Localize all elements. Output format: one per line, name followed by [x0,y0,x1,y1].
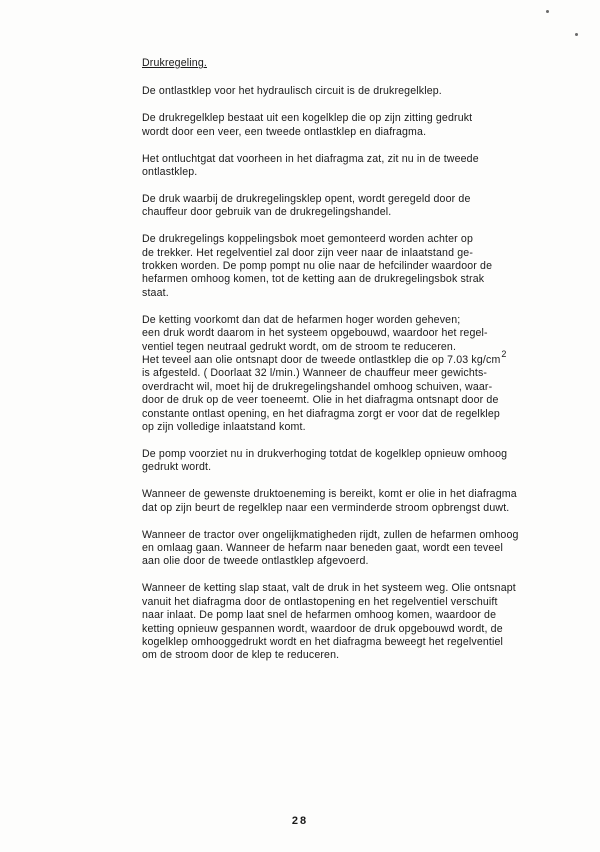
text-line [142,349,572,367]
text-line: hefarmen omhoog komen, tot de ketting aan de drukregelingsbok strak [142,273,485,286]
section-heading: Drukregeling. [142,57,207,69]
text-line: trokken worden. De pomp pompt nu olie naar de hefcilinder waardoor de [142,260,493,273]
paragraph [142,193,572,220]
text-line: door de druk op de veer toeneemt. Olie in het diafragma ontsnapt door de [142,394,499,407]
superscript: 2 [501,349,507,359]
scan-speck [575,33,578,36]
text-line: De ketting voorkomt dan dat de hefarmen hoger worden geheven; [142,313,461,326]
text-line: naar inlaat. De pomp laat snel de hefarmen omhoog komen, waardoor de [142,609,497,622]
text-line: vanuit het diafragma door de ontlastopening en het regelventiel verschuift [142,595,498,608]
text-line: dat op zijn beurt de regelklep naar een verminderde stroom opbrengst duwt. [142,501,510,514]
text-line: De druk waarbij de drukregelingsklep opent, wordt geregeld door de [142,192,471,205]
text-line: staat. [142,286,169,299]
text-line: aan olie door de tweede ontlastklep afgevoerd. [142,555,369,568]
text-line: de trekker. Het regelventiel zal door zijn veer naar de inlaatstand ge- [142,246,473,259]
page-number: 28 [291,815,309,827]
paragraph [142,488,572,515]
text-line: gedrukt wordt. [142,461,212,474]
text-line: Wanneer de ketting slap staat, valt de druk in het systeem weg. Olie ontsnapt [142,582,516,595]
text-line: ketting opnieuw gespannen wordt, waardoor de druk opgebouwd wordt, de [142,622,503,635]
text-body [142,57,572,676]
paragraph [142,85,572,98]
paragraph [142,582,572,662]
paragraph [142,529,572,569]
paragraph [142,233,572,300]
text-line: Het ontluchtgat dat voorheen in het diafragma zat, zit nu in de tweede [142,152,479,165]
text-line: wordt door een veer, een tweede ontlastklep en diafragma. [142,125,427,138]
text-line: ventiel tegen neutraal gedrukt wordt, om de stroom te reduceren. [142,340,457,353]
text-line: een druk wordt daarom in het systeem opgebouwd, waardoor het regel- [142,327,488,340]
text-line: op zijn volledige inlaatstand komt. [142,421,306,434]
text-line: De pomp voorziet nu in drukverhoging totdat de kogelklep opnieuw omhoog [142,447,508,460]
paragraph [142,448,572,475]
text-line: en omlaag gaan. Wanneer de hefarm naar beneden gaat, wordt een teveel [142,541,503,554]
text-line: ontlastklep. [142,166,198,179]
text-line: chauffeur door gebruik van de drukregelingshandel. [142,206,392,219]
paragraph [142,153,572,180]
text-line: om de stroom door de klep te reduceren. [142,649,340,662]
text-line: Wanneer de tractor over ongelijkmatigheden rijdt, zullen de hefarmen omhoog [142,528,519,541]
text-line: overdracht wil, moet hij de drukregelingshandel omhoog schuiven, waar- [142,380,493,393]
text-line: constante ontlast opening, en het diafragma zorgt er voor dat de regelklep [142,407,500,420]
text-line-content: Het teveel aan olie ontsnapt door de tweede ontlastklep die op 7.03 kg/cm [142,354,501,366]
text-line: is afgesteld. ( Doorlaat 32 l/min.) Wanneer de chauffeur meer gewichts- [142,367,488,380]
text-line: kogelklep omhooggedrukt wordt en het diafragma beweegt het regelventiel [142,635,504,648]
text-line: De drukregelings koppelingsbok moet gemonteerd worden achter op [142,233,473,246]
scan-speck [546,10,549,13]
paragraph [142,112,572,139]
text-line: De drukregelklep bestaat uit een kogelklep die op zijn zitting gedrukt [142,112,473,125]
paragraph [142,314,572,435]
text-line: De ontlastklep voor het hydraulisch circuit is de drukregelklep. [142,85,442,98]
text-line: Wanneer de gewenste druktoeneming is bereikt, komt er olie in het diafragma [142,488,517,501]
